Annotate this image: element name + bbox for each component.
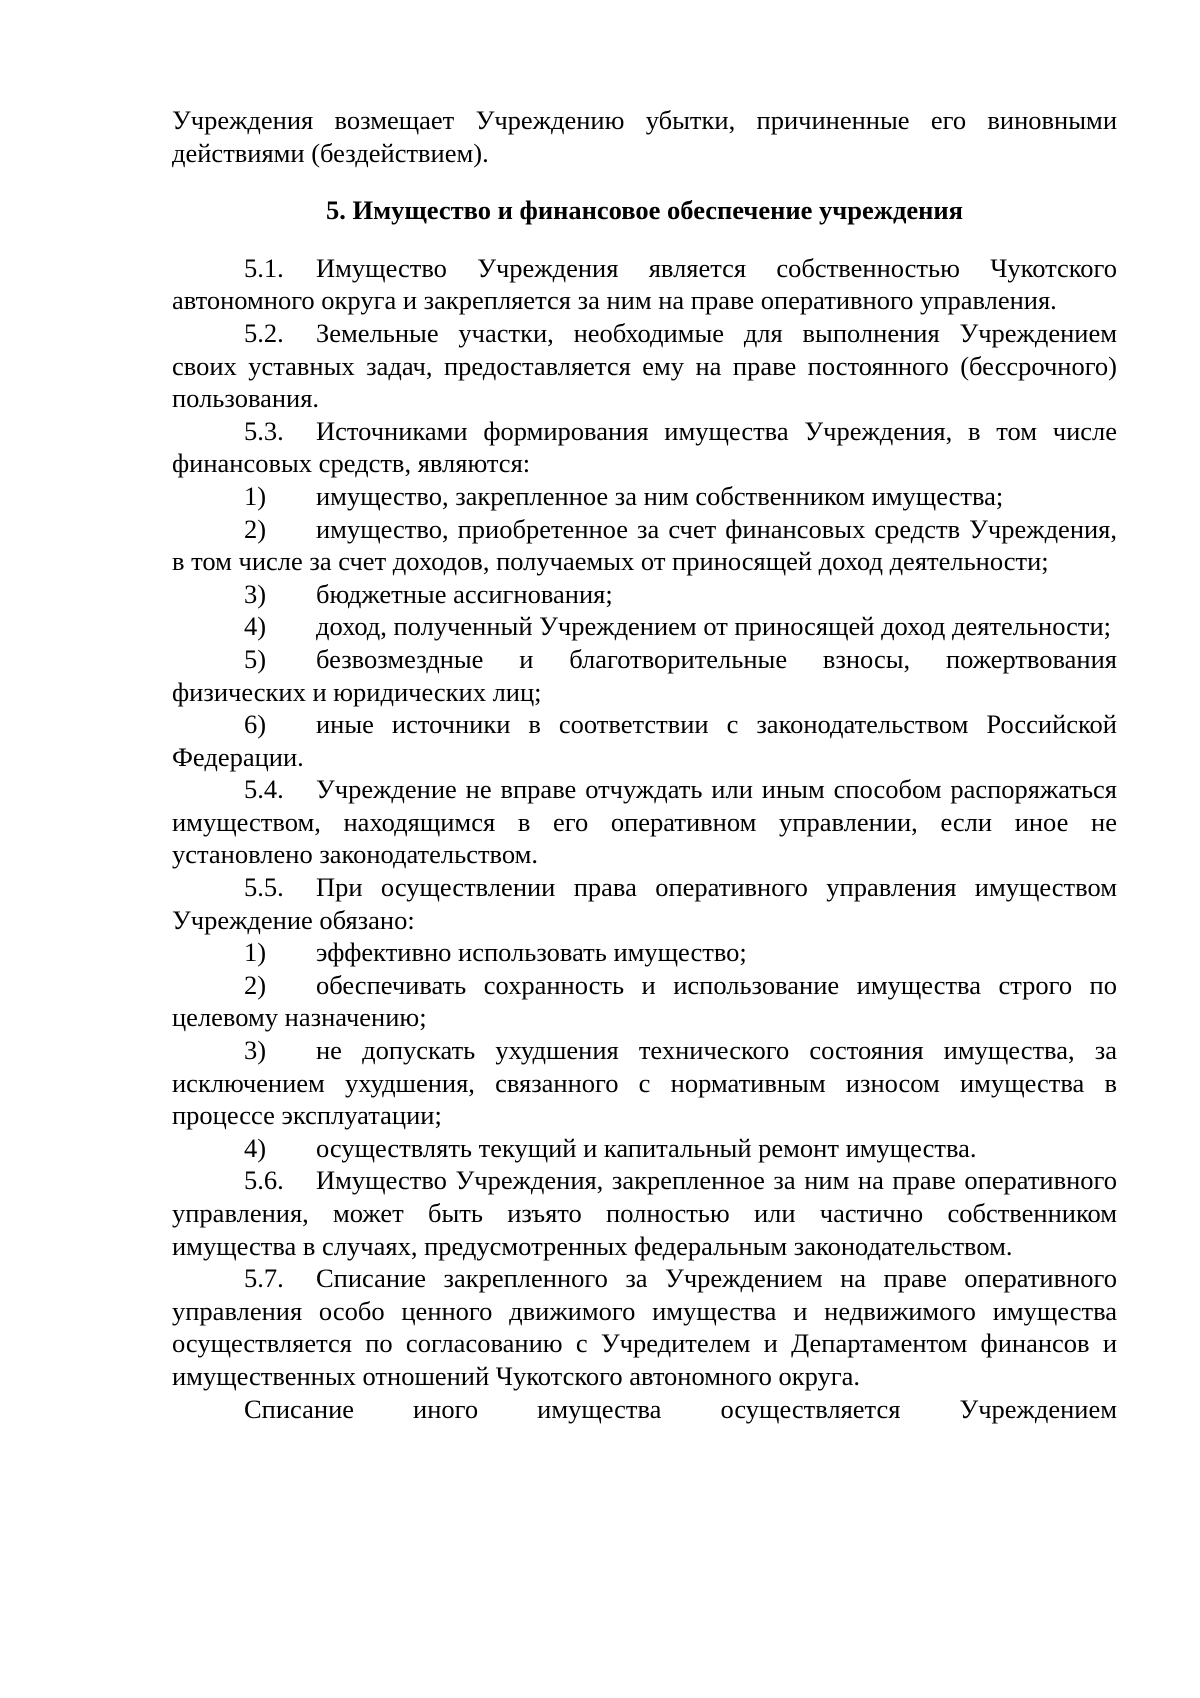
paragraph-5-2 bbox=[172, 317, 1117, 415]
list-item-5-3-1 bbox=[172, 480, 1117, 513]
list-item-5-5-2 bbox=[172, 969, 1117, 1034]
paragraph-5-5 bbox=[172, 871, 1117, 936]
list-text: обеспечивать сохранность и использование имущества строго по целевому назначению; bbox=[172, 969, 1117, 1033]
list-item-5-5-4 bbox=[172, 1132, 1117, 1165]
paragraph-5-1 bbox=[172, 252, 1117, 317]
paragraph-5-4 bbox=[172, 773, 1117, 871]
list-text: не допускать ухудшения технического состояния имущества, за исключением ухудшения, связанного с нормативным износом имущества в процессе эксплуатации; bbox=[172, 1035, 1117, 1131]
paragraph-number: 5.4. bbox=[244, 774, 284, 805]
list-number: 4) bbox=[244, 611, 267, 642]
list-text: безвозмездные и благотворительные взносы, пожертвования физических и юридических лиц; bbox=[172, 643, 1117, 707]
list-text: эффективно использовать имущество; bbox=[316, 937, 747, 968]
paragraph-5-7 bbox=[172, 1262, 1117, 1392]
continuation-line: Списание иного имущества осуществляется Учреждением bbox=[244, 1393, 1117, 1424]
paragraph-number: 5.6. bbox=[244, 1165, 284, 1196]
list-text: доход, полученный Учреждением от приносящей доход деятельности; bbox=[316, 611, 1112, 642]
paragraph-text: Источниками формирования имущества Учреждения, в том числе финансовых средств, являются: bbox=[172, 415, 1117, 479]
list-text: иные источники в соответствии с законодательством Российской Федерации. bbox=[172, 709, 1117, 772]
section-body bbox=[172, 252, 1117, 1425]
list-item-5-5-3 bbox=[172, 1034, 1117, 1132]
list-text: имущество, закрепленное за ним собственником имущества; bbox=[316, 480, 1004, 511]
paragraph-number: 5.2. bbox=[244, 317, 284, 348]
paragraph-text: Земельные участки, необходимые для выполнения Учреждением своих уставных задач, предоставляется ему на праве постоянного (бессрочного) пользования. bbox=[172, 317, 1117, 414]
paragraph-text: Списание закрепленного за Учреждением на праве оперативного управления особо ценного движимого имущества и недвижимого имущества осуществляется по согласованию с Учредителем и Департаментом финансов и имущественных отношений Чукотского автономного округа. bbox=[172, 1263, 1117, 1391]
intro-paragraph: Учреждения возмещает Учреждению убытки, причиненные его виновными действиями (бездействием). bbox=[172, 105, 1117, 168]
list-number: 1) bbox=[244, 480, 267, 511]
document-page bbox=[172, 104, 1117, 1425]
paragraph-number: 5.7. bbox=[244, 1263, 284, 1294]
list-number: 3) bbox=[244, 578, 267, 609]
list-number: 2) bbox=[244, 969, 267, 1000]
list-number: 4) bbox=[244, 1132, 267, 1163]
paragraph-5-3 bbox=[172, 415, 1117, 480]
list-text: осуществлять текущий и капитальный ремонт имущества. bbox=[316, 1132, 977, 1163]
paragraph-text: Учреждение не вправе отчуждать или иным способом распоряжаться имуществом, находящимся в его оперативном управлении, если иное не установлено законодательством. bbox=[172, 774, 1117, 870]
section-heading: 5. Имущество и финансовое обеспечение учреждения bbox=[325, 195, 963, 226]
list-number: 2) bbox=[244, 513, 267, 544]
paragraph-text: Имущество Учреждения является собственностью Чукотского автономного округа и закрепляется за ним на праве оперативного управления. bbox=[172, 252, 1117, 316]
paragraph-number: 5.1. bbox=[244, 252, 284, 283]
paragraph-number: 5.5. bbox=[244, 872, 284, 903]
list-text: бюджетные ассигнования; bbox=[316, 578, 613, 609]
list-item-5-5-1 bbox=[172, 936, 1117, 969]
paragraph-text: При осуществлении права оперативного управления имуществом Учреждение обязано: bbox=[172, 872, 1117, 935]
list-item-5-3-6 bbox=[172, 708, 1117, 773]
paragraph-number: 5.3. bbox=[244, 415, 284, 446]
list-number: 1) bbox=[244, 937, 267, 968]
list-item-5-3-4 bbox=[172, 610, 1117, 643]
paragraph-text: Имущество Учреждения, закрепленное за ним на праве оперативного управления, может быть изъято полностью или частично собственником имущества в случаях, предусмотренных федеральным законодательством. bbox=[172, 1165, 1117, 1261]
list-number: 3) bbox=[244, 1035, 267, 1066]
paragraph-5-6 bbox=[172, 1164, 1117, 1262]
list-number: 5) bbox=[244, 643, 267, 674]
list-item-5-3-3 bbox=[172, 578, 1117, 611]
list-text: имущество, приобретенное за счет финансовых средств Учреждения, в том числе за счет доходов, получаемых от приносящей доход деятельности; bbox=[172, 513, 1117, 577]
list-number: 6) bbox=[244, 709, 267, 740]
list-item-5-3-5 bbox=[172, 643, 1117, 708]
list-item-5-3-2 bbox=[172, 513, 1117, 578]
